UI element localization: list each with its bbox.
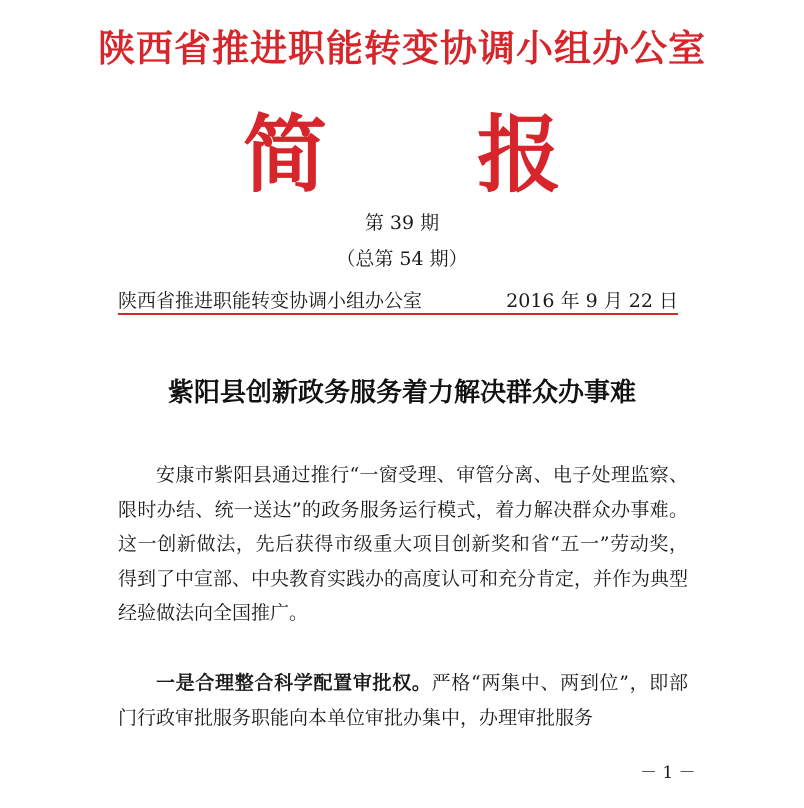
total-issue-number: （总第 54 期）: [336, 248, 468, 270]
article-paragraph-2: [118, 666, 688, 735]
page-number: － 1 －: [640, 763, 696, 783]
paragraph-2-lead: 一是合理整合科学配置审批权。: [156, 672, 432, 694]
office-masthead: 陕西省推进职能转变协调小组办公室: [98, 26, 706, 70]
article-title: 紫阳县创新政务服务着力解决群众办事难: [167, 378, 636, 408]
publication-date: 2016 年 9 月 22 日: [506, 290, 678, 312]
issue-number: 第 39 期: [364, 212, 440, 234]
publisher: 陕西省推进职能转变协调小组办公室: [118, 290, 423, 312]
bulletin-title-left: 简: [242, 105, 327, 204]
publication-meta: [118, 286, 678, 313]
bulletin-title: [0, 105, 804, 205]
paragraph-2-body: 严格“两集中、两到位”，即部门行政审批服务职能向本单位审批办集中，办理审批服务: [118, 672, 688, 729]
header-divider: [118, 313, 678, 315]
article-paragraph-1: 安康市紫阳县通过推行“一窗受理、审管分离、电子处理监察、限时办结、统一送达”的政务服务运行模式，着力解决群众办事难。这一创新做法，先后获得市级重大项目创新奖和省“五一”劳动奖，得到了中宣部、中央教育实践办的高度认可和充分肯定，并作为典型经验做法向全国推广。: [118, 464, 689, 624]
bulletin-title-right: 报: [477, 105, 562, 204]
